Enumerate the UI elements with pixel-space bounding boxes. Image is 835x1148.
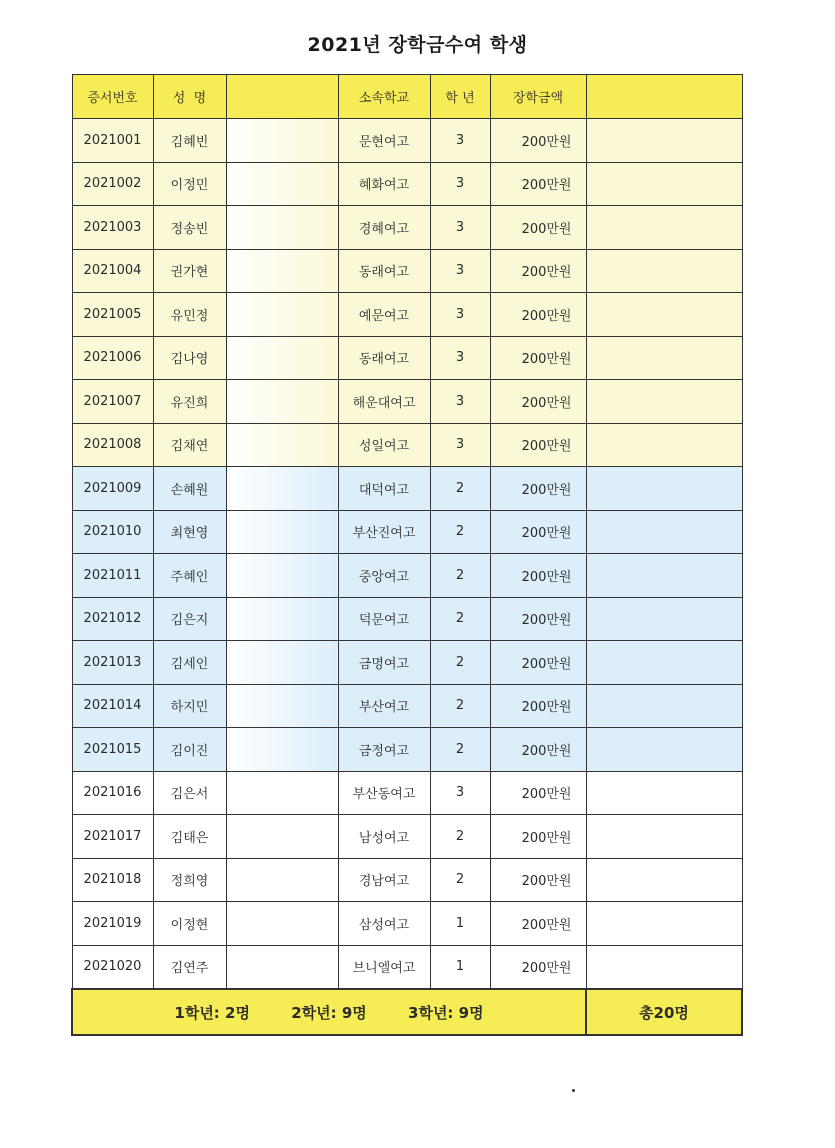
table-row <box>72 510 742 554</box>
blank-cell <box>226 336 338 380</box>
blank-cell <box>226 771 338 815</box>
name-cell: 김나영 <box>153 336 226 380</box>
scholarship-table <box>71 74 743 1036</box>
remarks-cell <box>586 249 742 293</box>
blank-cell <box>226 641 338 685</box>
remarks-cell <box>586 684 742 728</box>
grade-cell: 1 <box>430 902 490 946</box>
school-cell: 동래여고 <box>338 336 430 380</box>
name-cell: 하지민 <box>153 684 226 728</box>
name-cell: 손혜원 <box>153 467 226 511</box>
cert-no-cell: 2021018 <box>72 858 153 902</box>
col-header-remarks <box>586 75 742 119</box>
amount-cell: 200만원 <box>490 902 586 946</box>
table-row <box>72 336 742 380</box>
blank-cell <box>226 467 338 511</box>
col-header-name: 성 명 <box>153 75 226 119</box>
cert-no-cell: 2021005 <box>72 293 153 337</box>
amount-cell: 200만원 <box>490 162 586 206</box>
cert-no-cell: 2021015 <box>72 728 153 772</box>
remarks-cell <box>586 641 742 685</box>
col-header-school: 소속학교 <box>338 75 430 119</box>
grade-cell: 3 <box>430 293 490 337</box>
amount-cell: 200만원 <box>490 728 586 772</box>
amount-cell: 200만원 <box>490 467 586 511</box>
school-cell: 경혜여고 <box>338 206 430 250</box>
table-row <box>72 945 742 989</box>
grade-cell: 2 <box>430 858 490 902</box>
table-row <box>72 467 742 511</box>
remarks-cell <box>586 815 742 859</box>
table-row <box>72 902 742 946</box>
remarks-cell <box>586 336 742 380</box>
amount-cell: 200만원 <box>490 249 586 293</box>
cert-no-cell: 2021002 <box>72 162 153 206</box>
blank-cell <box>226 728 338 772</box>
remarks-cell <box>586 858 742 902</box>
remarks-cell <box>586 380 742 424</box>
amount-cell: 200만원 <box>490 554 586 598</box>
name-cell: 주혜인 <box>153 554 226 598</box>
school-cell: 부산진여고 <box>338 510 430 554</box>
amount-cell: 200만원 <box>490 815 586 859</box>
col-header-amount: 장학금액 <box>490 75 586 119</box>
name-cell: 김세인 <box>153 641 226 685</box>
school-cell: 브니엘여고 <box>338 945 430 989</box>
name-cell: 김태은 <box>153 815 226 859</box>
col-header-blank <box>226 75 338 119</box>
school-cell: 중앙여고 <box>338 554 430 598</box>
grade-cell: 2 <box>430 554 490 598</box>
remarks-cell <box>586 293 742 337</box>
amount-cell: 200만원 <box>490 336 586 380</box>
school-cell: 삼성여고 <box>338 902 430 946</box>
blank-cell <box>226 293 338 337</box>
grade-cell: 3 <box>430 423 490 467</box>
remarks-cell <box>586 554 742 598</box>
table-row <box>72 641 742 685</box>
school-cell: 문현여고 <box>338 119 430 163</box>
blank-cell <box>226 684 338 728</box>
grade-cell: 3 <box>430 206 490 250</box>
school-cell: 금정여고 <box>338 728 430 772</box>
table-row <box>72 858 742 902</box>
grade-cell: 2 <box>430 684 490 728</box>
school-cell: 금명여고 <box>338 641 430 685</box>
table-row <box>72 162 742 206</box>
school-cell: 대덕여고 <box>338 467 430 511</box>
name-cell: 김채연 <box>153 423 226 467</box>
grade-summary <box>72 989 586 1035</box>
cert-no-cell: 2021016 <box>72 771 153 815</box>
remarks-cell <box>586 119 742 163</box>
name-cell: 김은지 <box>153 597 226 641</box>
cert-no-cell: 2021009 <box>72 467 153 511</box>
blank-cell <box>226 554 338 598</box>
blank-cell <box>226 597 338 641</box>
table-row <box>72 554 742 598</box>
name-cell: 이정민 <box>153 162 226 206</box>
name-cell: 김연주 <box>153 945 226 989</box>
blank-cell <box>226 249 338 293</box>
grade-cell: 2 <box>430 728 490 772</box>
header-row <box>72 75 742 119</box>
remarks-cell <box>586 945 742 989</box>
amount-cell: 200만원 <box>490 945 586 989</box>
name-cell: 김이진 <box>153 728 226 772</box>
school-cell: 부산동여고 <box>338 771 430 815</box>
grade-cell: 3 <box>430 336 490 380</box>
grade-cell: 2 <box>430 597 490 641</box>
scan-speck <box>572 1089 575 1092</box>
table-row <box>72 815 742 859</box>
school-cell: 혜화여고 <box>338 162 430 206</box>
total-count: 총20명 <box>586 989 742 1035</box>
name-cell: 유진희 <box>153 380 226 424</box>
blank-cell <box>226 510 338 554</box>
blank-cell <box>226 206 338 250</box>
remarks-cell <box>586 728 742 772</box>
blank-cell <box>226 858 338 902</box>
school-cell: 덕문여고 <box>338 597 430 641</box>
school-cell: 해운대여고 <box>338 380 430 424</box>
amount-cell: 200만원 <box>490 771 586 815</box>
remarks-cell <box>586 902 742 946</box>
amount-cell: 200만원 <box>490 423 586 467</box>
blank-cell <box>226 162 338 206</box>
cert-no-cell: 2021006 <box>72 336 153 380</box>
table-row <box>72 728 742 772</box>
grade-cell: 3 <box>430 119 490 163</box>
grade-cell: 1 <box>430 945 490 989</box>
remarks-cell <box>586 423 742 467</box>
cert-no-cell: 2021007 <box>72 380 153 424</box>
amount-cell: 200만원 <box>490 858 586 902</box>
remarks-cell <box>586 206 742 250</box>
grade-cell: 2 <box>430 641 490 685</box>
grade-cell: 2 <box>430 510 490 554</box>
blank-cell <box>226 902 338 946</box>
cert-no-cell: 2021019 <box>72 902 153 946</box>
remarks-cell <box>586 467 742 511</box>
cert-no-cell: 2021013 <box>72 641 153 685</box>
remarks-cell <box>586 510 742 554</box>
school-cell: 경남여고 <box>338 858 430 902</box>
blank-cell <box>226 945 338 989</box>
col-header-cert-no: 증서번호 <box>72 75 153 119</box>
blank-cell <box>226 119 338 163</box>
grade-cell: 2 <box>430 815 490 859</box>
table-row <box>72 597 742 641</box>
summary-row <box>72 989 742 1035</box>
cert-no-cell: 2021017 <box>72 815 153 859</box>
name-cell: 유민정 <box>153 293 226 337</box>
amount-cell: 200만원 <box>490 380 586 424</box>
grade3-count: 3학년: 9명 <box>408 1003 484 1022</box>
school-cell: 성일여고 <box>338 423 430 467</box>
school-cell: 동래여고 <box>338 249 430 293</box>
amount-cell: 200만원 <box>490 293 586 337</box>
table-row <box>72 771 742 815</box>
name-cell: 정희영 <box>153 858 226 902</box>
amount-cell: 200만원 <box>490 597 586 641</box>
name-cell: 권가현 <box>153 249 226 293</box>
name-cell: 김혜빈 <box>153 119 226 163</box>
table-row <box>72 119 742 163</box>
cert-no-cell: 2021010 <box>72 510 153 554</box>
page-title: 2021년 장학금수여 학생 <box>307 34 528 56</box>
school-cell: 부산여고 <box>338 684 430 728</box>
blank-cell <box>226 380 338 424</box>
school-cell: 남성여고 <box>338 815 430 859</box>
name-cell: 최현영 <box>153 510 226 554</box>
amount-cell: 200만원 <box>490 684 586 728</box>
grade-cell: 3 <box>430 249 490 293</box>
remarks-cell <box>586 771 742 815</box>
cert-no-cell: 2021004 <box>72 249 153 293</box>
amount-cell: 200만원 <box>490 510 586 554</box>
table-row <box>72 249 742 293</box>
table-row <box>72 684 742 728</box>
cert-no-cell: 2021001 <box>72 119 153 163</box>
blank-cell <box>226 423 338 467</box>
grade1-count: 1학년: 2명 <box>174 1003 250 1022</box>
school-cell: 예문여고 <box>338 293 430 337</box>
grade2-count: 2학년: 9명 <box>291 1003 367 1022</box>
amount-cell: 200만원 <box>490 206 586 250</box>
name-cell: 정송빈 <box>153 206 226 250</box>
grade-cell: 2 <box>430 467 490 511</box>
grade-cell: 3 <box>430 380 490 424</box>
name-cell: 김은서 <box>153 771 226 815</box>
blank-cell <box>226 815 338 859</box>
cert-no-cell: 2021014 <box>72 684 153 728</box>
cert-no-cell: 2021012 <box>72 597 153 641</box>
table-row <box>72 380 742 424</box>
table-row <box>72 293 742 337</box>
remarks-cell <box>586 597 742 641</box>
name-cell: 이정현 <box>153 902 226 946</box>
cert-no-cell: 2021011 <box>72 554 153 598</box>
cert-no-cell: 2021003 <box>72 206 153 250</box>
remarks-cell <box>586 162 742 206</box>
amount-cell: 200만원 <box>490 641 586 685</box>
grade-cell: 3 <box>430 162 490 206</box>
grade-cell: 3 <box>430 771 490 815</box>
cert-no-cell: 2021008 <box>72 423 153 467</box>
col-header-grade: 학 년 <box>430 75 490 119</box>
table-row <box>72 423 742 467</box>
amount-cell: 200만원 <box>490 119 586 163</box>
cert-no-cell: 2021020 <box>72 945 153 989</box>
table-row <box>72 206 742 250</box>
